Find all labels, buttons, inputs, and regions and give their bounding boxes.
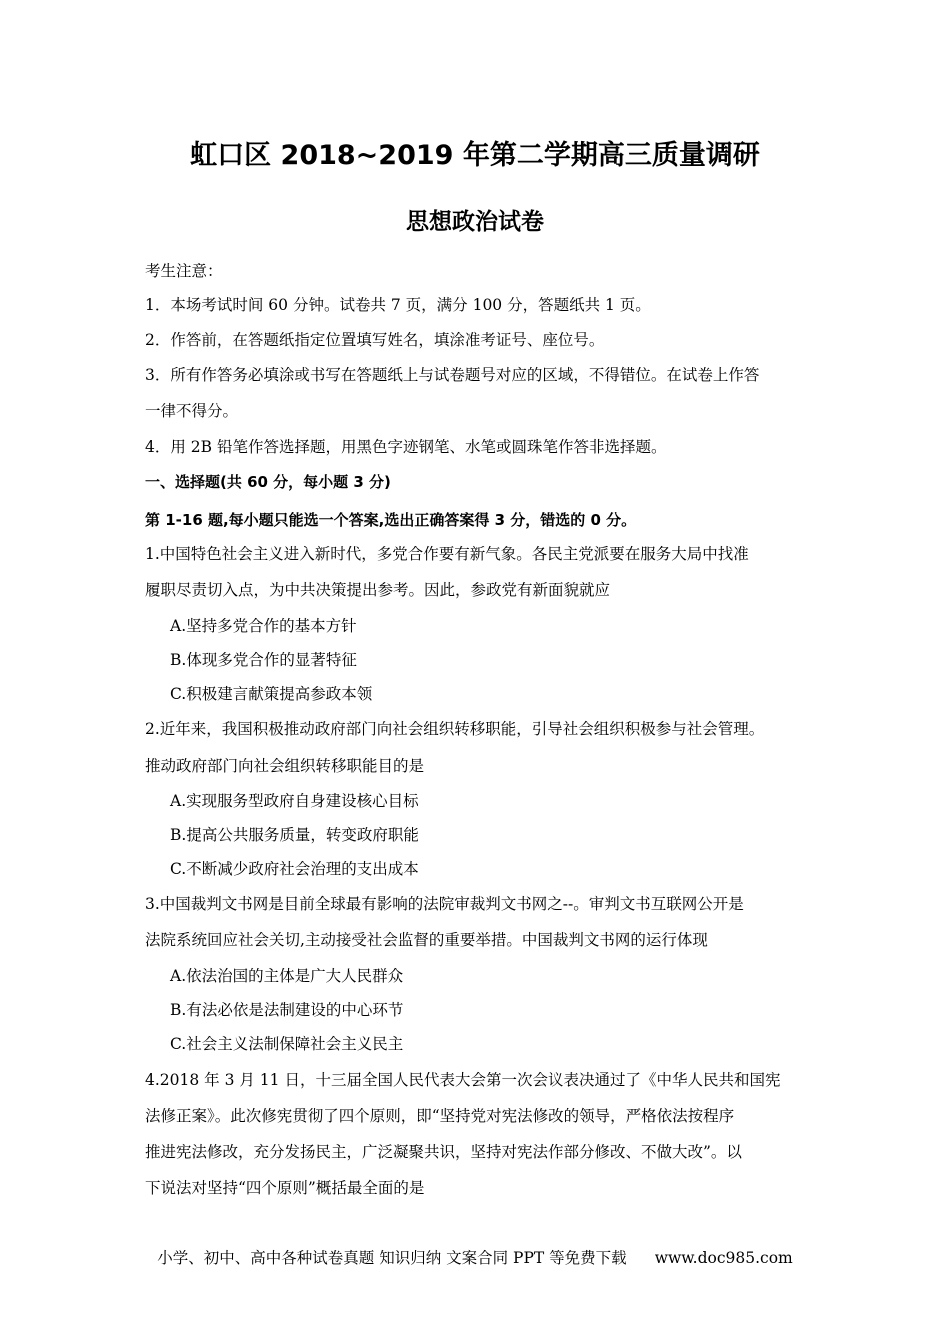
section-heading: 一、选择题(共 60 分，每小题 3 分) bbox=[145, 473, 391, 491]
question-stem: 推进宪法修改，充分发扬民主，广泛凝聚共识，坚持对宪法作部分修改、不做大改”。以 bbox=[145, 1143, 742, 1161]
question-stem: 3.中国裁判文书网是目前全球最有影响的法院审裁判文书网之--。审判文书互联网公开是 bbox=[145, 895, 744, 913]
question-stem: 2.近年来，我国积极推动政府部门向社会组织转移职能，引导社会组织积极参与社会管理。 bbox=[145, 720, 765, 738]
footer-link[interactable]: www.doc985.com bbox=[654, 1249, 793, 1267]
option-b: B.提高公共服务质量，转变政府职能 bbox=[170, 826, 419, 844]
question-stem: 4.2018 年 3 月 11 日，十三届全国人民代表大会第一次会议表决通过了《中华人民共和国宪 bbox=[145, 1071, 781, 1089]
question-stem: 下说法对坚持“四个原则”概括最全面的是 bbox=[145, 1179, 425, 1197]
question-stem: 推动政府部门向社会组织转移职能目的是 bbox=[145, 757, 425, 775]
exam-subtitle: 思想政治试卷 bbox=[406, 209, 544, 235]
notice-item: 一律不得分。 bbox=[145, 402, 239, 420]
option-a: A.依法治国的主体是广大人民群众 bbox=[170, 967, 404, 985]
page-footer bbox=[0, 1246, 950, 1268]
option-a: A.坚持多党合作的基本方针 bbox=[170, 617, 357, 635]
option-a: A.实现服务型政府自身建设核心目标 bbox=[170, 792, 419, 810]
exam-title: 虹口区 2018~2019 年第二学期高三质量调研 bbox=[190, 140, 760, 171]
question-stem: 1.中国特色社会主义进入新时代，多党合作要有新气象。各民主党派要在服务大局中找准 bbox=[145, 545, 749, 563]
notice-item: 2．作答前，在答题纸指定位置填写姓名，填涂准考证号、座位号。 bbox=[145, 331, 605, 349]
option-b: B.有法必依是法制建设的中心环节 bbox=[170, 1001, 404, 1019]
notice-item: 4．用 2B 铅笔作答选择题，用黑色字迹钢笔、水笔或圆珠笔作答非选择题。 bbox=[145, 438, 667, 456]
option-c: C.不断减少政府社会治理的支出成本 bbox=[170, 860, 419, 878]
question-stem: 履职尽责切入点，为中共决策提出参考。因此，参政党有新面貌就应 bbox=[145, 581, 611, 599]
notice-heading: 考生注意： bbox=[145, 262, 223, 280]
notice-item: 1．本场考试时间 60 分钟。试卷共 7 页，满分 100 分，答题纸共 1 页。 bbox=[145, 296, 651, 314]
notice-item: 3．所有作答务必填涂或书写在答题纸上与试卷题号对应的区域，不得错位。在试卷上作答 bbox=[145, 366, 760, 384]
question-stem: 法修正案》。此次修宪贯彻了四个原则，即“坚持党对宪法修改的领导，严格依法按程序 bbox=[145, 1107, 735, 1125]
option-c: C.积极建言献策提高参政本领 bbox=[170, 685, 373, 703]
section-instruction: 第 1-16 题,每小题只能选一个答案,选出正确答案得 3 分，错选的 0 分。 bbox=[145, 511, 637, 529]
option-b: B.体现多党合作的显著特征 bbox=[170, 651, 357, 669]
question-stem: 法院系统回应社会关切,主动接受社会监督的重要举措。中国裁判文书网的运行体现 bbox=[145, 931, 708, 949]
footer-text: 小学、初中、高中各种试卷真题 知识归纳 文案合同 PPT 等免费下载 bbox=[157, 1249, 627, 1267]
option-c: C.社会主义法制保障社会主义民主 bbox=[170, 1035, 404, 1053]
